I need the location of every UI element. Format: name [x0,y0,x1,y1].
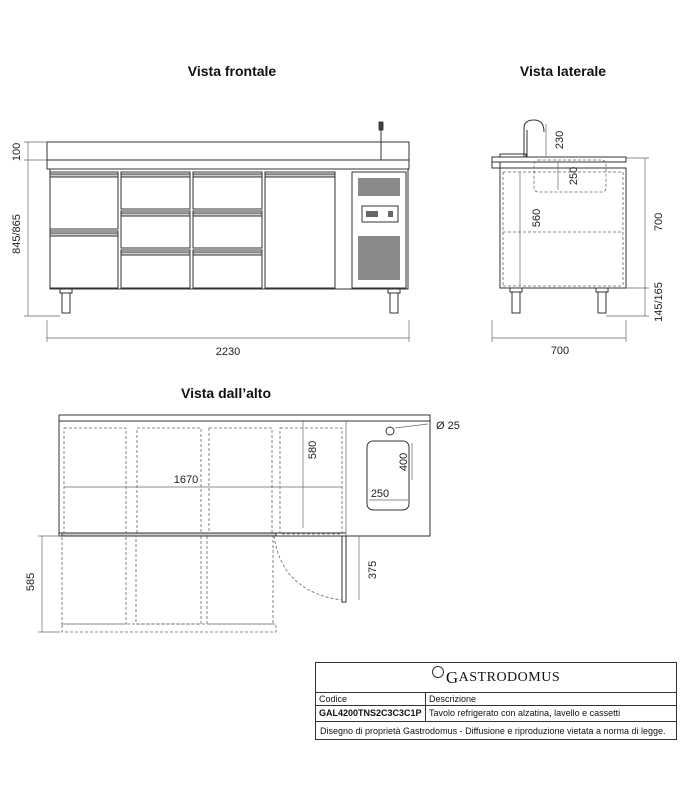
code-label: Codice [316,693,425,706]
dim-side-tap: 230 [554,130,566,150]
ventilation-grille-top [358,178,400,196]
door-swing-arc [274,536,342,600]
code-cell [316,693,426,721]
dim-side-depth: 700 [550,345,570,357]
copyright-footer: Disegno di proprietà Gastrodomus - Diffusione e riproduzione vietata a norma di legge. [320,726,666,736]
dim-side-inner: 560 [531,208,543,228]
title-block [315,662,677,740]
dim-top-hole: Ø 25 [436,420,460,432]
front-worktop [47,160,409,169]
front-door [265,172,335,288]
code-value: GAL4200TNS2C3C3C1P [319,708,422,718]
dim-side-height: 700 [653,212,665,232]
description-value: Tavolo refrigerato con alzatina, lavello e cassetti [429,708,621,718]
gastrodomus-logo-icon [432,666,444,678]
description-cell [426,693,676,721]
side-body [500,168,626,288]
dim-side-feet: 145/165 [653,282,665,322]
dim-front-width: 2230 [215,346,241,358]
side-view [492,120,665,357]
dim-top-sink-length: 400 [398,452,410,472]
tap-hole [386,427,394,435]
top-worktop [59,415,430,421]
dim-front-upstand: 100 [11,142,23,162]
dim-top-drawer-ext: 585 [25,572,37,592]
front-upstand [47,142,409,160]
ventilation-grille-bottom [358,236,400,280]
dim-front-height: 845/865 [11,214,23,254]
front-view-title: Vista frontale [187,63,277,79]
brand-first: G [445,667,459,687]
side-view-title: Vista laterale [519,63,607,79]
top-view [25,415,460,632]
dim-top-inner-depth: 580 [307,440,319,460]
front-view [11,122,409,358]
dim-side-sink-depth: 250 [568,166,580,186]
dim-top-door-swing: 375 [367,560,379,580]
dim-top-inner-width: 1670 [173,474,199,486]
top-view-title: Vista dall’alto [181,385,271,401]
brand-logo [316,663,676,693]
description-label: Descrizione [426,693,676,706]
dim-top-sink-width: 250 [370,488,390,500]
brand-rest: ASTRODOMUS [458,669,561,685]
